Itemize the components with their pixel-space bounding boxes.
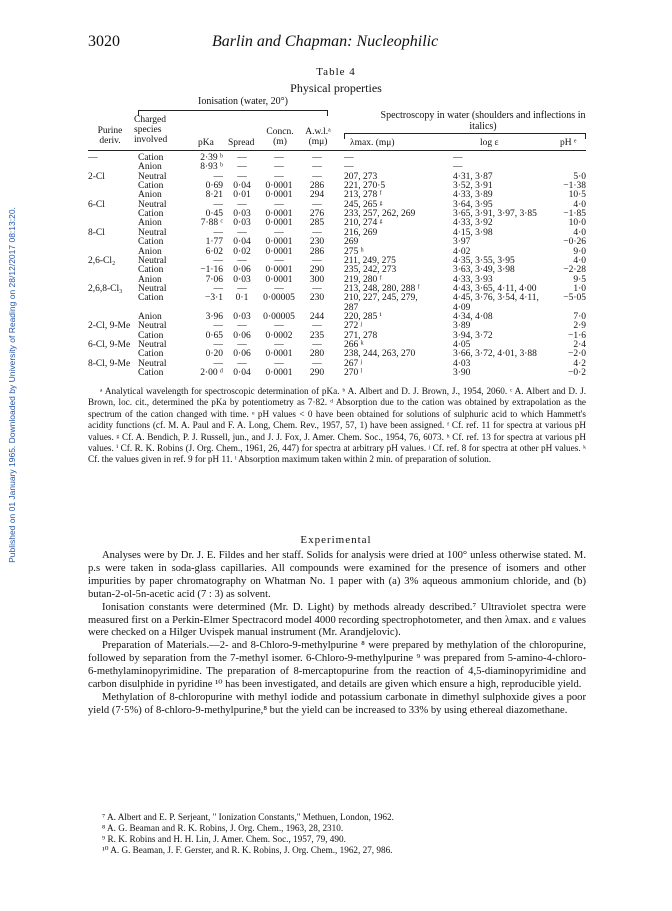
cell-species: Cation (138, 265, 164, 276)
cell-pka: 0·69 (205, 181, 223, 192)
cell-lmax: 238, 244, 263, 270 (344, 349, 416, 360)
cell-loge: 3·65, 3·91, 3·97, 3·85 (453, 209, 537, 220)
cell-awl: 300 (309, 274, 325, 285)
cell-spread: — (237, 283, 247, 294)
cell-purine: 6-Cl, 9-Me (88, 340, 131, 350)
cell-loge: 4·05 (453, 340, 471, 350)
cell-species: Cation (138, 330, 164, 341)
cell-lmax: 207, 273 (344, 171, 378, 182)
cell-concn: 0·0001 (265, 218, 293, 229)
cell-spread: — (237, 340, 247, 350)
cell-loge: 4·02 (453, 246, 471, 257)
cell-loge: 4·33, 3·89 (453, 190, 493, 201)
cell-lmax: 245, 265 ᵍ (344, 199, 383, 210)
cell-ph: −1·38 (563, 181, 586, 192)
cell-ph: −0·26 (563, 237, 586, 248)
cell-concn: — (274, 255, 284, 266)
page-number: 3020 (88, 33, 120, 50)
cell-concn: 0·0001 (265, 181, 293, 192)
cell-purine: 2-Cl (88, 171, 105, 182)
cell-concn: — (274, 358, 284, 369)
cell-lmax: 210, 274 ᵍ (344, 218, 383, 229)
cell-loge: 4·35, 3·55, 3·95 (453, 255, 515, 266)
cell-pka: −1·16 (200, 265, 223, 276)
cell-awl: 286 (309, 246, 325, 257)
cell-pka: 0·65 (205, 330, 223, 341)
cell-concn: 0·0001 (265, 209, 293, 220)
cell-awl: 230 (309, 237, 325, 248)
cell-pka: — (213, 227, 223, 238)
cell-ph: 4·2 (573, 358, 586, 369)
cell-purine: 2,6-Cl₂ (88, 255, 116, 266)
cell-lmax: 219, 280 ᶠ (344, 274, 382, 285)
cell-lmax: 213, 278 ᶠ (344, 190, 382, 201)
cell-lmax: 266 ᵏ (344, 340, 364, 350)
cell-ph: −0·2 (567, 368, 586, 379)
cell-ph: −2·28 (563, 265, 586, 276)
cell-spread: — (237, 153, 247, 163)
cell-species: Neutral (138, 358, 167, 369)
ionisation-group-header: Ionisation (water, 20°) (198, 96, 288, 107)
cell-ph: −2·0 (567, 349, 586, 360)
cell-lmax: 275 ʰ (344, 246, 364, 257)
cell-purine: 2,6,8-Cl₃ (88, 283, 123, 294)
cell-spread: 0·03 (233, 218, 251, 229)
cell-lmax: 216, 269 (344, 227, 378, 238)
cell-spread: 0·06 (233, 349, 251, 360)
cell-lmax: 269 (344, 237, 359, 248)
cell-concn: — (274, 321, 284, 332)
cell-ph: 4·0 (573, 227, 586, 238)
paragraph: Analyses were by Dr. J. E. Fildes and her staff. Solids for analysis were dried at 100° unless otherwise stated. M. p.s were taken in soda-glass capillaries. All compounds were examined for the presence of isomers and other impurities by paper chromatography on Whatman No. 1 paper with (a) 3% aqueous ammonium chloride, and (b) butan-2-ol-5n-acetic acid (7 : 3) as solvent. (88, 550, 586, 600)
cell-lmax: 287 (344, 302, 359, 313)
table-row (0, 368, 672, 379)
reference: ⁹ R. K. Robins and H. H. Lin, J. Amer. Chem. Soc., 1957, 79, 490. (102, 834, 346, 844)
cell-spread: 0·03 (233, 274, 251, 285)
cell-awl: 294 (309, 190, 325, 201)
col-header-species: Charged species involved (134, 115, 168, 145)
cell-awl: — (312, 199, 322, 210)
col-header-awl: A.w.l.ᵃ (mμ) (305, 127, 331, 147)
col-header-concn: Concn. (m) (266, 127, 294, 147)
cell-lmax: — (344, 162, 354, 173)
download-notice-text: Published on 01 January 1965. Downloaded by University of Reading on 28/12/2017 08:13:20. (7, 207, 17, 563)
cell-pka: 2·00 ᵈ (200, 368, 223, 379)
cell-ph: 4·0 (573, 199, 586, 210)
table-title: Physical properties (290, 81, 382, 95)
references (88, 812, 586, 856)
cell-pka: 7·88 ᶜ (200, 218, 223, 229)
cell-concn: 0·00005 (263, 293, 295, 304)
cell-ph: 5·0 (573, 171, 586, 182)
spectroscopy-group-header: Spectroscopy in water (shoulders and inflections in italics) (380, 110, 586, 132)
cell-pka: 0·45 (205, 209, 223, 220)
cell-awl: — (312, 255, 322, 266)
cell-ph: 4·0 (573, 255, 586, 266)
col-header-purine: Purine deriv. (97, 126, 123, 146)
paragraph: Methylation of 8-chloropurine with methyl iodide and potassium carbonate in dimethyl sulphoxide gives a poor yield (7·5%) of 8-chloro-9-methylpurine,⁸ but the yield can be increased to 33% by using ethereal diazomethane. (88, 691, 586, 716)
cell-concn: 0·0001 (265, 274, 293, 285)
cell-ph: 9·0 (573, 246, 586, 257)
cell-species: Neutral (138, 321, 167, 332)
cell-loge: 4·43, 3·65, 4·11, 4·00 (453, 283, 537, 294)
cell-pka: 1·77 (205, 237, 223, 248)
cell-concn: 0·0001 (265, 368, 293, 379)
cell-pka: — (213, 283, 223, 294)
cell-spread: 0·01 (233, 190, 251, 201)
cell-spread: 0·03 (233, 209, 251, 220)
cell-lmax: 270 ˡ (344, 368, 363, 379)
cell-pka: 8·93 ᵇ (200, 162, 223, 173)
cell-ph: 10·0 (568, 218, 586, 229)
cell-species: Cation (138, 209, 164, 220)
table-label: Table 4 (316, 66, 356, 78)
cell-species: Anion (138, 246, 162, 257)
cell-loge: 4·03 (453, 358, 471, 369)
cell-species: Neutral (138, 283, 167, 294)
cell-ph: 1·0 (573, 283, 586, 294)
reference: ⁸ A. G. Beaman and R. K. Robins, J. Org. Chem., 1963, 28, 2310. (102, 823, 344, 833)
cell-concn: — (274, 283, 284, 294)
cell-awl: 286 (309, 181, 325, 192)
cell-species: Cation (138, 349, 164, 360)
cell-awl: — (312, 358, 322, 369)
paragraph: Preparation of Materials.—2- and 8-Chloro-9-methylpurine ⁸ were prepared by methylation of the chloropurine, followed by separation from the 7-methyl isomer. 6-Chloro-9-methylpurine ⁹ was prepared from 5-amino-4-chloro-6-methylaminopyrimidine. The preparation of 8-mercaptopurine from the reaction of 4,5-diaminopyrimidine and carbon disulphide in pyridine ¹⁰ has been investigated, and details are given which ensure a high, reproducible yield. (88, 640, 586, 691)
cell-awl: — (312, 227, 322, 238)
cell-spread: 0·03 (233, 311, 251, 322)
paragraph: Ionisation constants were determined (Mr. D. Light) by methods already described.⁷ Ultraviolet spectra were measured first on a Perkin-Elmer Spectracord model 4000 recording spectrophotometer, and then λmax. and ε values were checked on a Hilger Uvispek manual instrument (Mr. Arandjelovic). (88, 601, 586, 639)
cell-concn: — (274, 153, 284, 163)
cell-spread: 0·02 (233, 246, 251, 257)
cell-spread: 0·06 (233, 330, 251, 341)
cell-loge: 3·90 (453, 368, 471, 379)
col-header-ph: pH ᵉ (560, 138, 577, 148)
cell-lmax: 211, 249, 275 (344, 255, 396, 266)
cell-species: Anion (138, 311, 162, 322)
cell-lmax: 221, 270·5 (344, 181, 386, 192)
cell-concn: 0·0001 (265, 265, 293, 276)
cell-pka: — (213, 199, 223, 210)
cell-loge: 4·31, 3·87 (453, 171, 493, 182)
cell-loge: 4·33, 3·93 (453, 274, 493, 285)
cell-lmax: 235, 242, 273 (344, 265, 397, 276)
cell-species: Neutral (138, 199, 167, 210)
cell-awl: 276 (309, 209, 325, 220)
cell-species: Neutral (138, 255, 167, 266)
cell-concn: — (274, 227, 284, 238)
cell-pka: 8·21 (205, 190, 223, 201)
cell-spread: — (237, 227, 247, 238)
reference: ¹⁰ A. G. Beaman, J. F. Gerster, and R. K. Robins, J. Org. Chem., 1962, 27, 986. (102, 845, 393, 855)
cell-spread: 0·04 (233, 181, 251, 192)
cell-lmax: 272 ʲ (344, 321, 363, 332)
cell-ph: −5·05 (563, 293, 586, 304)
cell-spread: 0·04 (233, 368, 251, 379)
cell-concn: — (274, 162, 284, 173)
cell-lmax: 233, 257, 262, 269 (344, 209, 416, 220)
cell-loge: 4·33, 3·92 (453, 218, 493, 229)
cell-concn: — (274, 199, 284, 210)
cell-loge: 3·63, 3·49, 3·98 (453, 265, 515, 276)
cell-awl: 290 (309, 368, 325, 379)
cell-species: Anion (138, 162, 162, 173)
cell-loge: 4·45, 3·76, 3·54, 4·11, (453, 293, 539, 304)
cell-species: Cation (138, 153, 164, 163)
cell-loge: — (453, 153, 463, 163)
cell-species: Cation (138, 237, 164, 248)
cell-awl: — (312, 321, 322, 332)
cell-pka: — (213, 321, 223, 332)
cell-lmax: 267 ʲ (344, 358, 363, 369)
table-header-rule (88, 150, 586, 151)
cell-loge: 3·66, 3·72, 4·01, 3·88 (453, 349, 537, 360)
cell-awl: — (312, 162, 322, 173)
cell-species: Neutral (138, 227, 167, 238)
cell-pka: 2·39 ᵇ (200, 153, 223, 163)
cell-species: Anion (138, 218, 162, 229)
cell-purine: 6-Cl (88, 199, 105, 210)
experimental-body (88, 550, 586, 718)
cell-spread: — (237, 358, 247, 369)
cell-awl: 230 (309, 293, 325, 304)
footnotes-text: ᵃ Analytical wavelength for spectroscopic determination of pKa. ᵇ A. Albert and D. J. Brown, J., 1954, 2060. ᶜ A. Albert and D. J. Brown, loc. cit., determined the pKa by potentiometry as 7·82. ᵈ Absorption due to the cation was obtained by extrapolation as the spectrum of the cation changed with time. ᵉ pH values < 0 have been obtained for solutions of sulphuric acid to which Hammett's acidity functions (cf. M. A. Paul and F. A. Long, Chem. Rev., 1957, 57, 1) have been assigned. ᶠ Cf. ref. 11 for spectra at various pH values. ᵍ Cf. A. Bendich, P. J. Russell, jun., and J. J. Fox, J. Amer. Chem. Soc., 1954, 76, 6073. ʰ Cf. ref. 13 for spectra at various pH values. ⁱ Cf. R. K. Robins (J. Org. Chem., 1961, 26, 447) for spectra at arbitrary pH values. ʲ Cf. ref. 8 for spectra at other pH values. ᵏ Cf. the values given in ref. 9 for pH 11. ˡ Absorption maximum taken within 2 min. of preparation of solution. (88, 386, 586, 465)
cell-awl: 285 (309, 218, 325, 229)
cell-loge: 3·97 (453, 237, 471, 248)
section-title: Experimental (300, 534, 372, 546)
cell-loge: 4·15, 3·98 (453, 227, 493, 238)
cell-concn: 0·0001 (265, 237, 293, 248)
cell-loge: 3·64, 3·95 (453, 199, 493, 210)
cell-loge: 4·09 (453, 302, 471, 313)
cell-pka: 7·06 (205, 274, 223, 285)
cell-awl: — (312, 171, 322, 182)
cell-concn: — (274, 171, 284, 182)
cell-lmax: 213, 248, 280, 288 ᶠ (344, 283, 420, 294)
cell-pka: — (213, 255, 223, 266)
cell-concn: 0·0001 (265, 349, 293, 360)
cell-lmax: 210, 227, 245, 279, (344, 293, 418, 304)
cell-spread: 0·04 (233, 237, 251, 248)
cell-spread: — (237, 171, 247, 182)
cell-concn: 0·0001 (265, 190, 293, 201)
cell-pka: — (213, 171, 223, 182)
cell-species: Cation (138, 181, 164, 192)
cell-species: Neutral (138, 340, 167, 350)
cell-spread: 0·1 (235, 293, 249, 304)
cell-purine: 8-Cl, 9-Me (88, 358, 131, 369)
cell-purine: 2-Cl, 9-Me (88, 321, 131, 332)
cell-ph: 10·5 (568, 190, 586, 201)
cell-concn: — (274, 340, 284, 350)
col-header-pka: pKa (198, 138, 214, 148)
cell-lmax: — (344, 153, 354, 163)
cell-pka: 3·96 (205, 311, 223, 322)
cell-awl: — (312, 283, 322, 294)
cell-ph: 2·4 (573, 340, 586, 350)
cell-pka: 0·20 (205, 349, 223, 360)
col-header-spread: Spread (228, 138, 255, 148)
cell-loge: 3·94, 3·72 (453, 330, 493, 341)
col-header-lmax: λmax. (mμ) (350, 138, 395, 148)
cell-lmax: 271, 278 (344, 330, 378, 341)
cell-species: Neutral (138, 171, 167, 182)
running-head-title: Barlin and Chapman: Nucleophilic (212, 33, 439, 50)
cell-awl: 290 (309, 265, 325, 276)
cell-species: Anion (138, 274, 162, 285)
cell-pka: — (213, 340, 223, 350)
cell-loge: 3·52, 3·91 (453, 181, 493, 192)
col-header-loge: log ε (480, 138, 499, 148)
cell-spread: 0·06 (233, 265, 251, 276)
cell-awl: 244 (309, 311, 325, 322)
cell-ph: 9·5 (573, 274, 586, 285)
cell-species: Anion (138, 190, 162, 201)
cell-concn: 0·00005 (263, 311, 295, 322)
cell-awl: — (312, 340, 322, 350)
cell-loge: 3·89 (453, 321, 471, 332)
cell-ph: −1·6 (567, 330, 586, 341)
cell-ph: −1·85 (563, 209, 586, 220)
cell-loge: — (453, 162, 463, 173)
cell-species: Cation (138, 368, 164, 379)
cell-purine: 8-Cl (88, 227, 105, 238)
cell-awl: — (312, 153, 322, 163)
cell-concn: 0·0001 (265, 246, 293, 257)
cell-awl: 235 (309, 330, 325, 341)
cell-concn: 0·0002 (265, 330, 293, 341)
cell-species: Cation (138, 293, 164, 304)
cell-spread: — (237, 255, 247, 266)
running-header (88, 33, 438, 51)
cell-pka: 6·02 (205, 246, 223, 257)
cell-awl: 280 (309, 349, 325, 360)
reference: ⁷ A. Albert and E. P. Serjeant, " Ionization Constants," Methuen, London, 1962. (102, 812, 394, 822)
cell-ph: 7·0 (573, 311, 586, 322)
cell-pka: — (213, 358, 223, 369)
cell-pka: −3·1 (204, 293, 223, 304)
table-footnotes (88, 386, 586, 466)
cell-loge: 4·34, 4·08 (453, 311, 493, 322)
cell-spread: — (237, 199, 247, 210)
cell-ph: 2·9 (573, 321, 586, 332)
cell-purine: — (88, 153, 98, 163)
cell-spread: — (237, 321, 247, 332)
cell-spread: — (237, 162, 247, 173)
cell-lmax: 220, 285 ⁱ (344, 311, 382, 322)
